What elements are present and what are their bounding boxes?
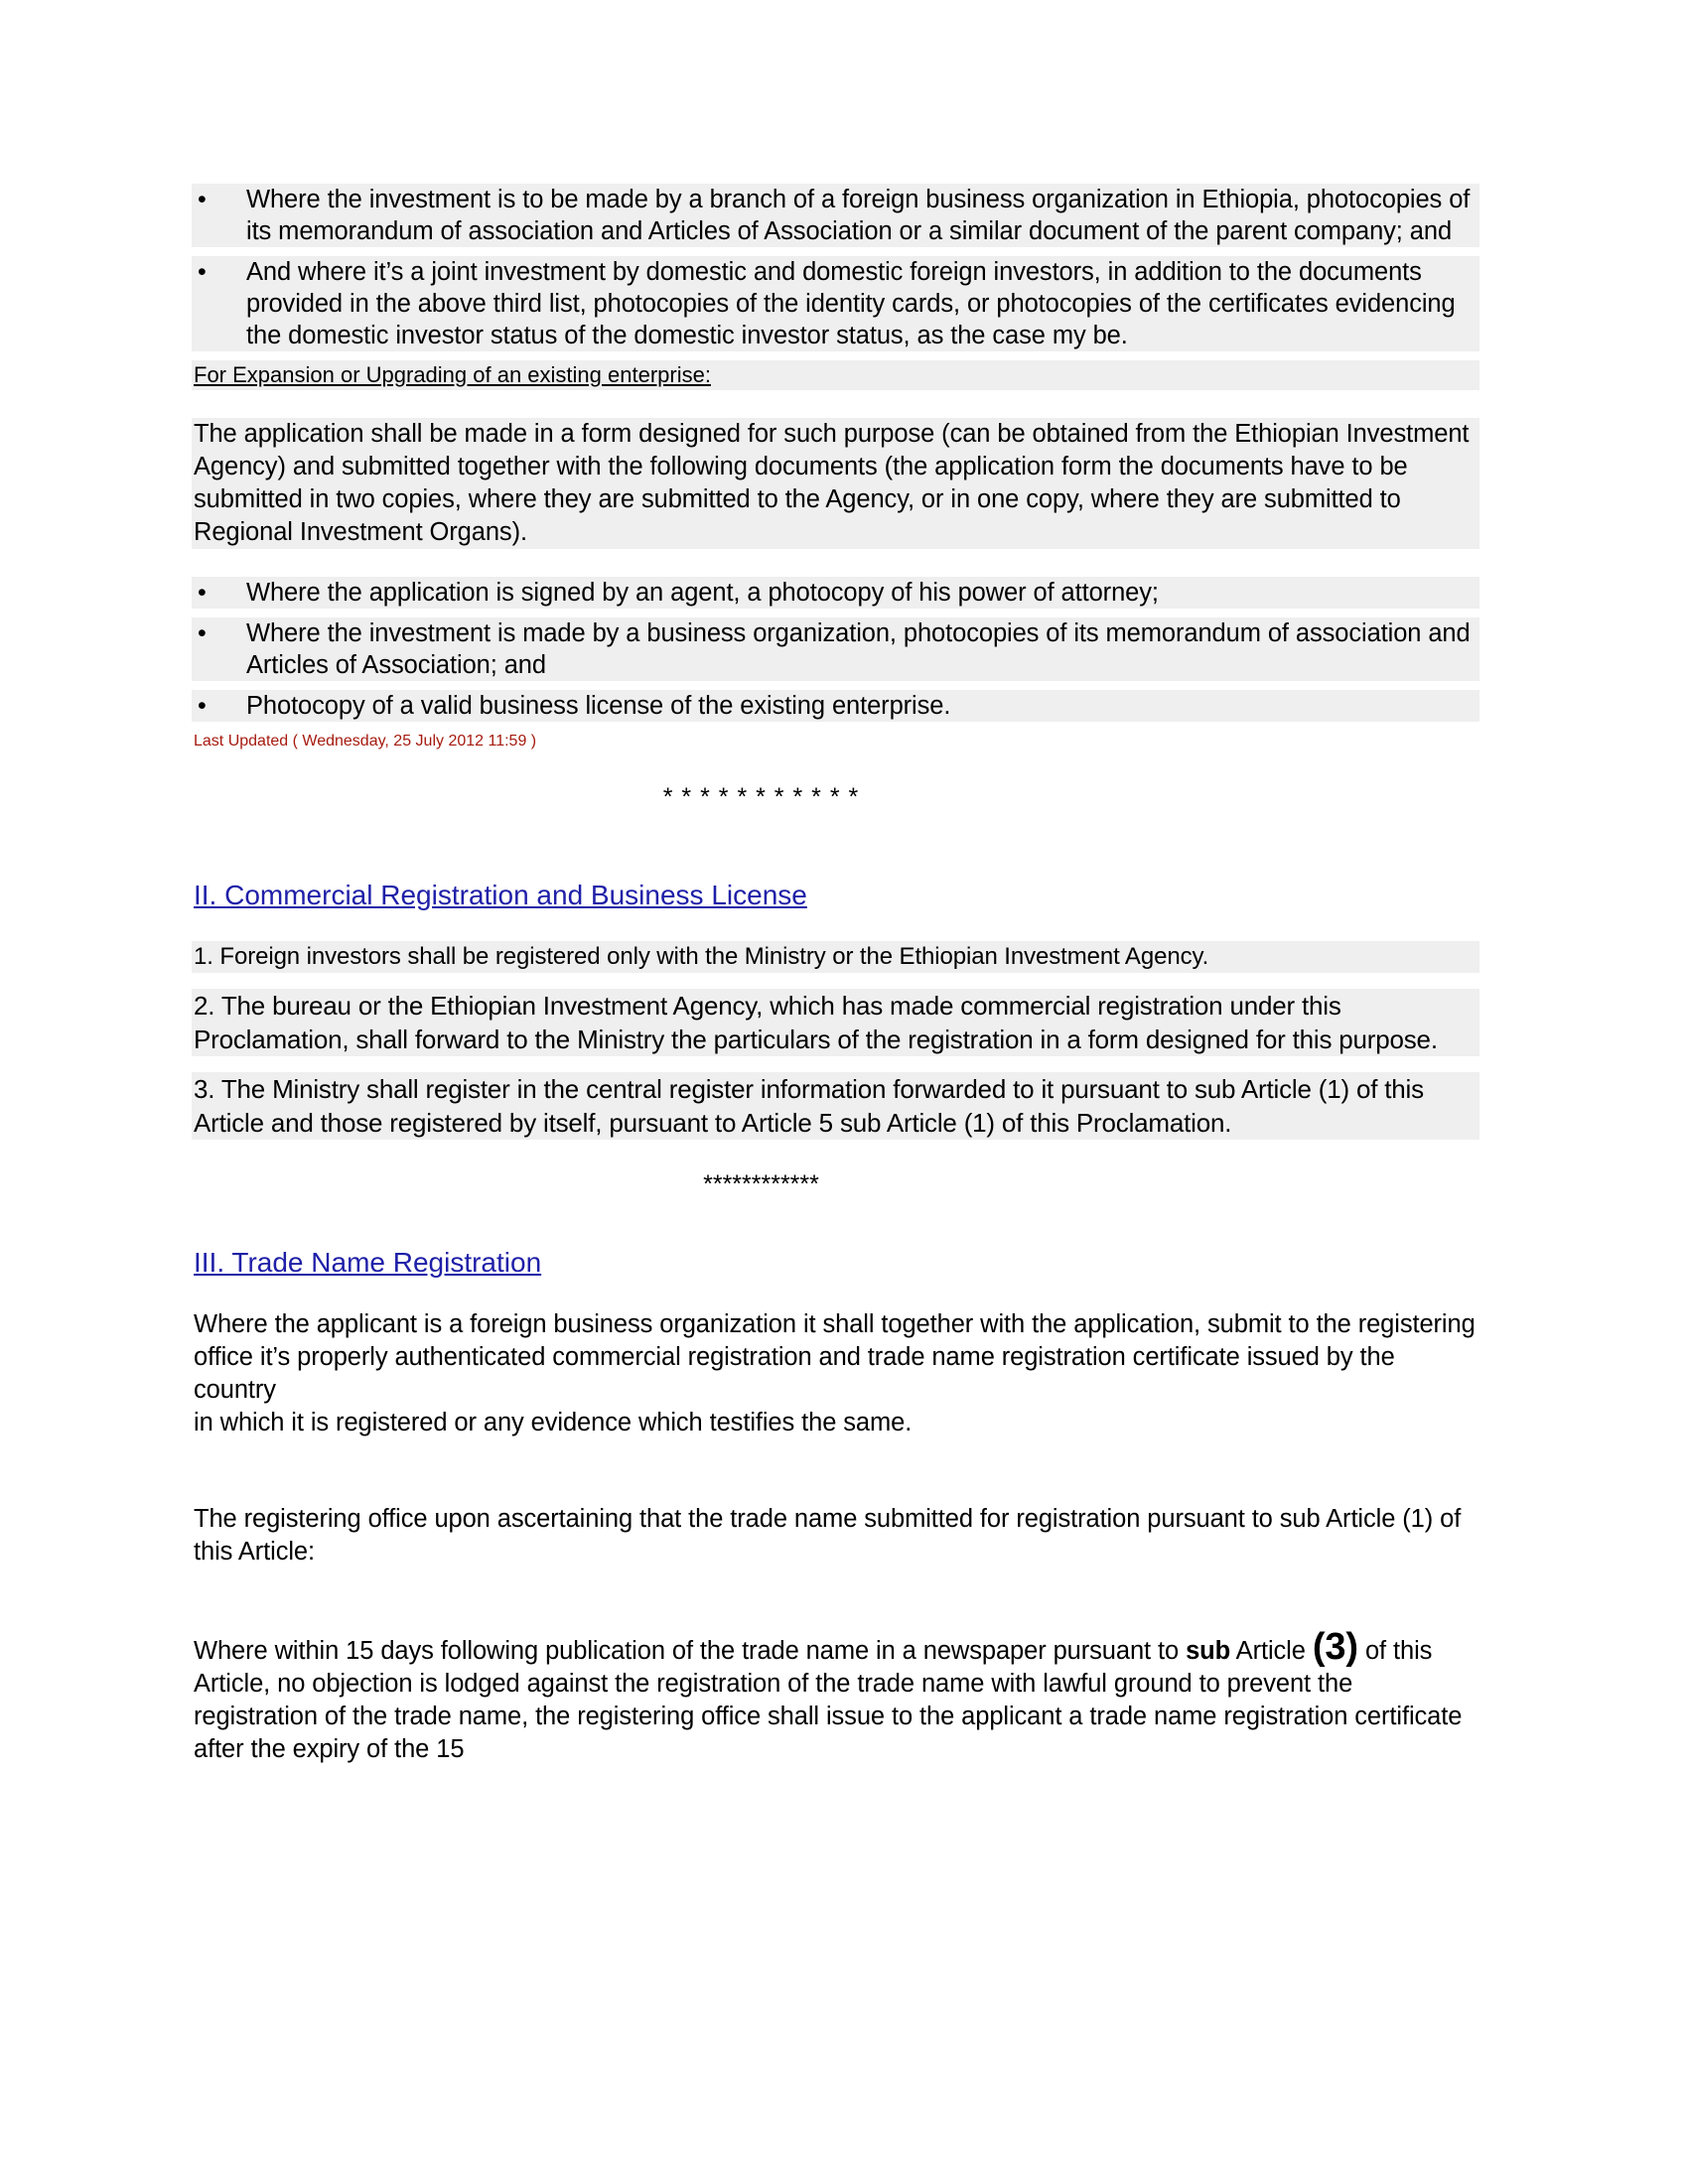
spacer [192, 722, 1479, 731]
section-three-paragraph-one-continuation: in which it is registered or any evidence which testifies the same. [194, 1409, 913, 1436]
bullet-dot-icon: • [198, 579, 207, 607]
section-three-paragraph-one [192, 1308, 1479, 1439]
asterisk-separator-one: * * * * * * * * * * * [662, 783, 860, 811]
section-two-item-1: 1. Foreign investors shall be registered only with the Ministry or the Ethiopian Investment Agency. [192, 941, 1479, 973]
section-three-paragraph-one-text: Where the applicant is a foreign business organization it shall together with the application, submit to the registering office it’s properly authenticated commercial registration and trade name registration certificate issued by the country [194, 1310, 1476, 1404]
spacer [192, 351, 1479, 360]
expansion-bullet-list [192, 577, 1479, 722]
list-item-text: And where it’s a joint investment by domestic and domestic foreign investors, in addition to the documents provided in the above third list, photocopies of the identity cards, or photocopies of the certificates evidencing the domestic investor status of the domestic investor status, as the case my be. [246, 258, 1456, 349]
section-three-paragraph-three [192, 1626, 1479, 1766]
list-item [192, 577, 1479, 609]
bullet-dot-icon: • [198, 619, 207, 647]
spacer [192, 390, 1479, 418]
spacer [192, 814, 1479, 878]
section-link-commercial-registration[interactable]: II. Commercial Registration and Business License [194, 880, 807, 910]
paragraph-three-mid: Article [1230, 1637, 1313, 1665]
bullet-dot-icon: • [198, 692, 207, 720]
expansion-heading-block [192, 360, 1479, 390]
spacer [192, 1439, 1479, 1503]
bullet-dot-icon: • [198, 186, 207, 213]
paragraph-three-bold-sub: sub [1186, 1637, 1231, 1665]
spacer [192, 973, 1479, 989]
list-item [192, 690, 1479, 722]
spacer [192, 913, 1479, 941]
spacer [192, 247, 1479, 256]
list-item-text: Photocopy of a valid business license of the existing enterprise. [246, 692, 951, 720]
paragraph-three-lead: Where within 15 days following publication of the trade name in a newspaper pursuant to [194, 1637, 1187, 1665]
asterisk-separator-two: ************ [703, 1170, 819, 1198]
spacer [192, 752, 1479, 780]
spacer [192, 1056, 1479, 1072]
paragraph-three-tail: of this Article, no objection is lodged against the registration of the trade name with lawful ground to prevent the registration of the trade name, the registering office shall issue to the applicant a trade name registration certificate after the expiry of the 15 [194, 1637, 1463, 1763]
expansion-paragraph: The application shall be made in a form designed for such purpose (can be obtained from the Ethiopian Investment Agency) and submitted together with the following documents (the application form the documents have to be submitted in two copies, where they are submitted to the Agency, or in one copy, where they are submitted to Regional Investment Organs). [192, 418, 1479, 549]
section-three-paragraph-two: The registering office upon ascertaining that the trade name submitted for registration pursuant to sub Article (1) of this Article: [194, 1505, 1462, 1566]
foreign-branch-bullet-list [192, 184, 1479, 351]
bullet-dot-icon: • [198, 258, 207, 286]
section-link-trade-name-registration[interactable]: III. Trade Name Registration [194, 1247, 542, 1278]
section-two-item-2: 2. The bureau or the Ethiopian Investment Agency, which has made commercial registration under this Proclamation, shall forward to the Ministry the particulars of the registration in a form designed for this purpose. [192, 989, 1479, 1056]
list-item [192, 184, 1479, 247]
spacer [192, 609, 1479, 617]
list-item-text: Where the investment is to be made by a branch of a foreign business organization in Ethiopia, photocopies of its memorandum of association and Articles of Association or a similar document of the parent company; and [246, 186, 1471, 245]
paragraph-three-big-number: (3) [1312, 1626, 1358, 1668]
spacer [192, 681, 1479, 690]
spacer [192, 1201, 1479, 1245]
spacer [192, 1140, 1479, 1167]
spacer [192, 1569, 1479, 1632]
list-item-text: Where the application is signed by an agent, a photocopy of his power of attorney; [246, 579, 1159, 607]
spacer [192, 549, 1479, 577]
spacer [192, 1281, 1479, 1308]
list-item [192, 256, 1479, 351]
section-two-item-3: 3. The Ministry shall register in the central register information forwarded to it pursuant to sub Article (1) of this Article and those registered by itself, pursuant to Article 5 sub Article (1) of this Proclamation. [192, 1072, 1479, 1140]
list-item [192, 617, 1479, 681]
last-updated-stamp: Last Updated ( Wednesday, 25 July 2012 11:59 ) [194, 733, 537, 750]
list-item-text: Where the investment is made by a business organization, photocopies of its memorandum of association and Articles of Association; and [246, 619, 1471, 679]
expansion-heading: For Expansion or Upgrading of an existing enterprise: [194, 362, 711, 387]
